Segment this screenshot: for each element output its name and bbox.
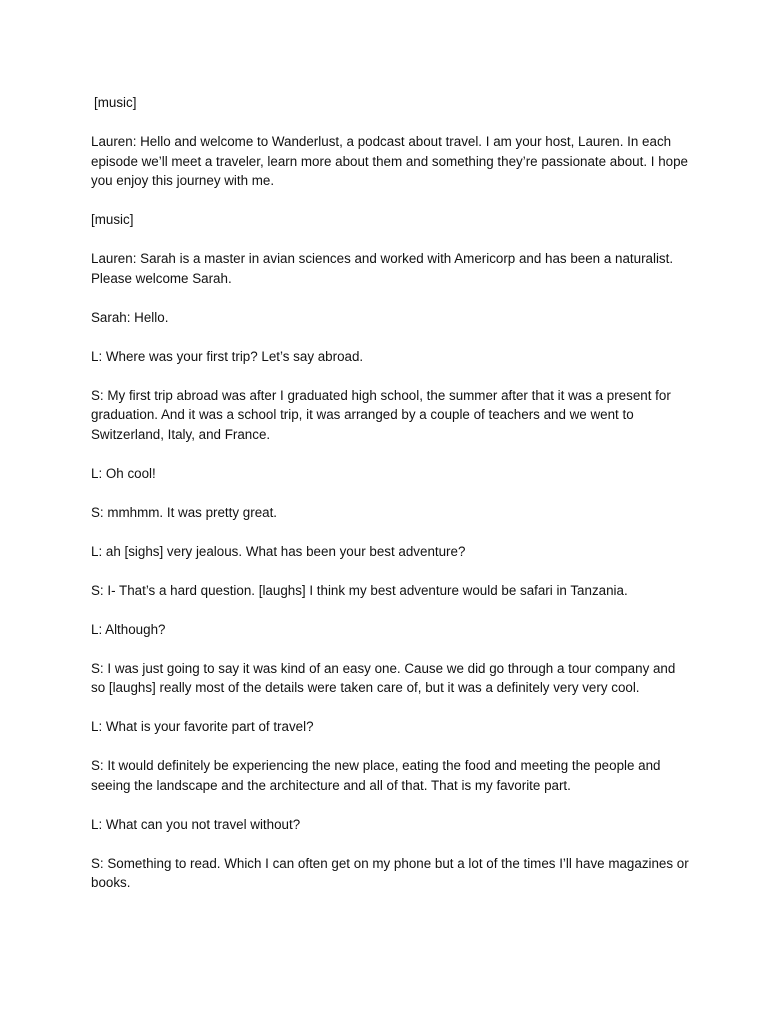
paragraph-answer-travel-without: S: Something to read. Which I can often get on my phone but a lot of the times I’ll have magazines or books. [91,855,689,890]
paragraph-lauren-welcome: Lauren: Hello and welcome to Wanderlust, a podcast about travel. I am your host, Lauren. In each episode we’ll meet a traveler, learn more about them and something they’re passionate about. I hope you enjoy this journey with me. [91,134,688,188]
paragraph-although: L: Although? [91,621,166,637]
paragraph-sarah-hello: Sarah: Hello. [91,309,169,325]
paragraph-pretty-great: S: mmhmm. It was pretty great. [91,504,278,520]
paragraph-music: [music] [91,212,134,227]
paragraph-answer-best-adventure: S: I- That’s a hard question. [laughs] I think my best adventure would be safari in Tanzania. [91,582,628,598]
paragraph-question-first-trip: L: Where was your first trip? Let’s say abroad. [91,348,364,364]
paragraph-music-intro: [music] [94,95,137,110]
paragraph-question-favorite-part: L: What is your favorite part of travel? [91,719,314,734]
paragraph-answer-favorite-part: S: It would definitely be experiencing the new place, eating the food and meeting the people and seeing the landscape and the architecture and all of that. That is my favorite part. [91,758,661,793]
paragraph-answer-easy-one: S: I was just going to say it was kind of an easy one. Cause we did go through a tour company and so [laughs] really most of the details were taken care of, but it was a definitely very very cool. [91,660,676,695]
transcript-body [91,93,691,912]
paragraph-answer-first-trip: S: My first trip abroad was after I graduated high school, the summer after that it was a present for graduation. And it was a school trip, it was arranged by a couple of teachers and we went to Switzerland, Italy, and France. [91,387,671,442]
paragraph-lauren-intro-sarah: Lauren: Sarah is a master in avian sciences and worked with Americorp and has been a naturalist. Please welcome Sarah. [91,251,674,286]
paragraph-question-best-adventure: L: ah [sighs] very jealous. What has been your best adventure? [91,543,466,559]
paragraph-oh-cool: L: Oh cool! [91,465,156,481]
paragraph-question-travel-without: L: What can you not travel without? [91,816,301,832]
